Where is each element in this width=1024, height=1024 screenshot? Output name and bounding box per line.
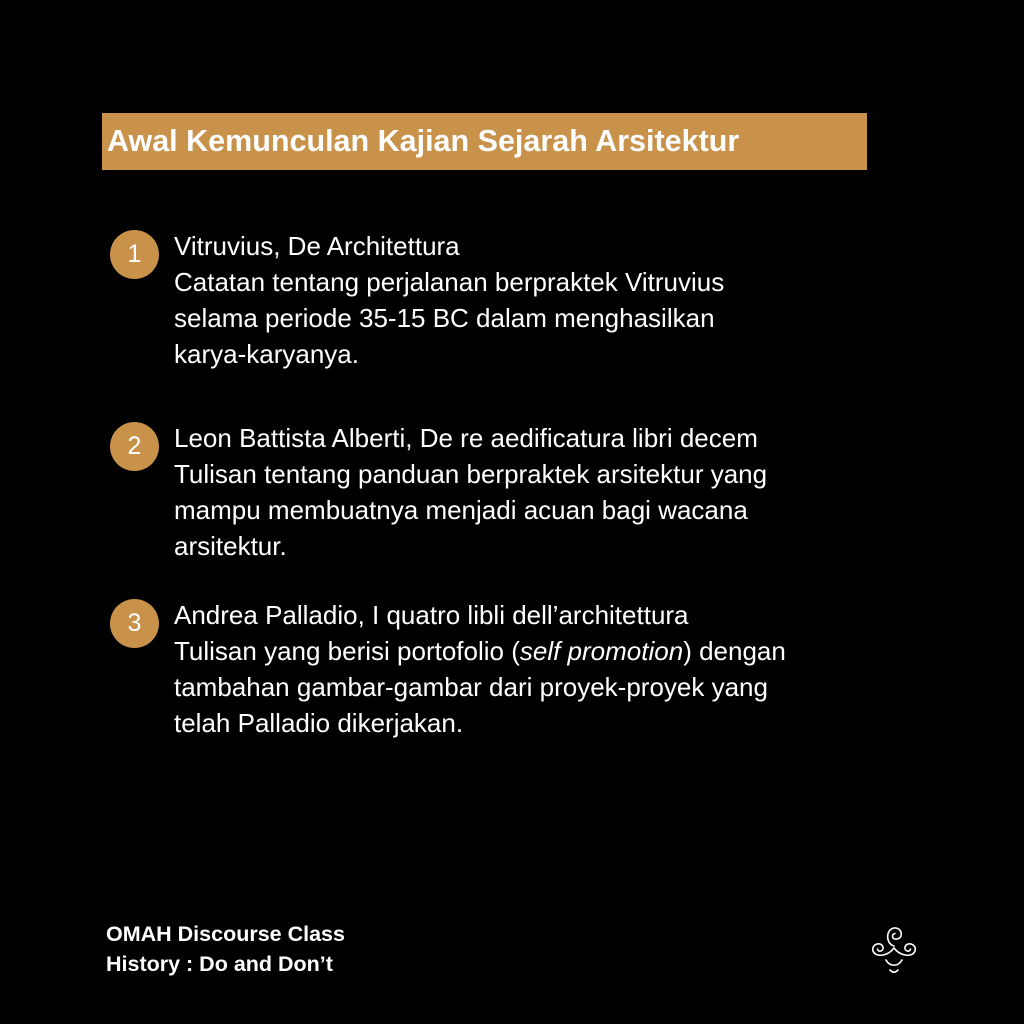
number-badge: 2 [110,422,159,471]
list-item-line: arsitektur. [174,531,287,561]
list-item-text [174,420,934,564]
list-item-line: mampu membuatnya menjadi acuan bagi wacana [174,495,748,525]
footer-line-1: OMAH Discourse Class [106,922,345,946]
list-item-heading: Leon Battista Alberti, De re aedificatura libri decem [174,423,758,453]
list-item-line: karya-karyanya. [174,339,359,369]
list-item-line-start: Tulisan yang berisi portofolio ( [174,636,520,666]
footer [106,919,345,979]
list-item-heading: Vitruvius, De Architettura [174,231,460,261]
list-item-text [174,597,934,741]
triple-spiral-logo-icon [864,920,924,976]
list-item-line: Tulisan tentang panduan berpraktek arsitektur yang [174,459,768,489]
list-item-line: telah Palladio dikerjakan. [174,708,464,738]
list-item-heading: Andrea Palladio, I quatro libli dell’architettura [174,600,689,630]
list-item-line: Catatan tentang perjalanan berpraktek Vitruvius [174,267,725,297]
footer-line-2: History : Do and Don’t [106,952,333,976]
list-item-text [174,228,934,372]
number-badge: 3 [110,599,159,648]
number-badge: 1 [110,230,159,279]
title-banner [102,113,867,170]
list-item-line-end: ) dengan [683,636,786,666]
list-item-line: tambahan gambar-gambar dari proyek-proyek yang [174,672,768,702]
page-title: Awal Kemunculan Kajian Sejarah Arsitektur [107,124,740,158]
list-item-line [174,633,934,669]
list-item-line-italic: self promotion [519,636,684,666]
list-item-line: selama periode 35-15 BC dalam menghasilkan [174,303,715,333]
